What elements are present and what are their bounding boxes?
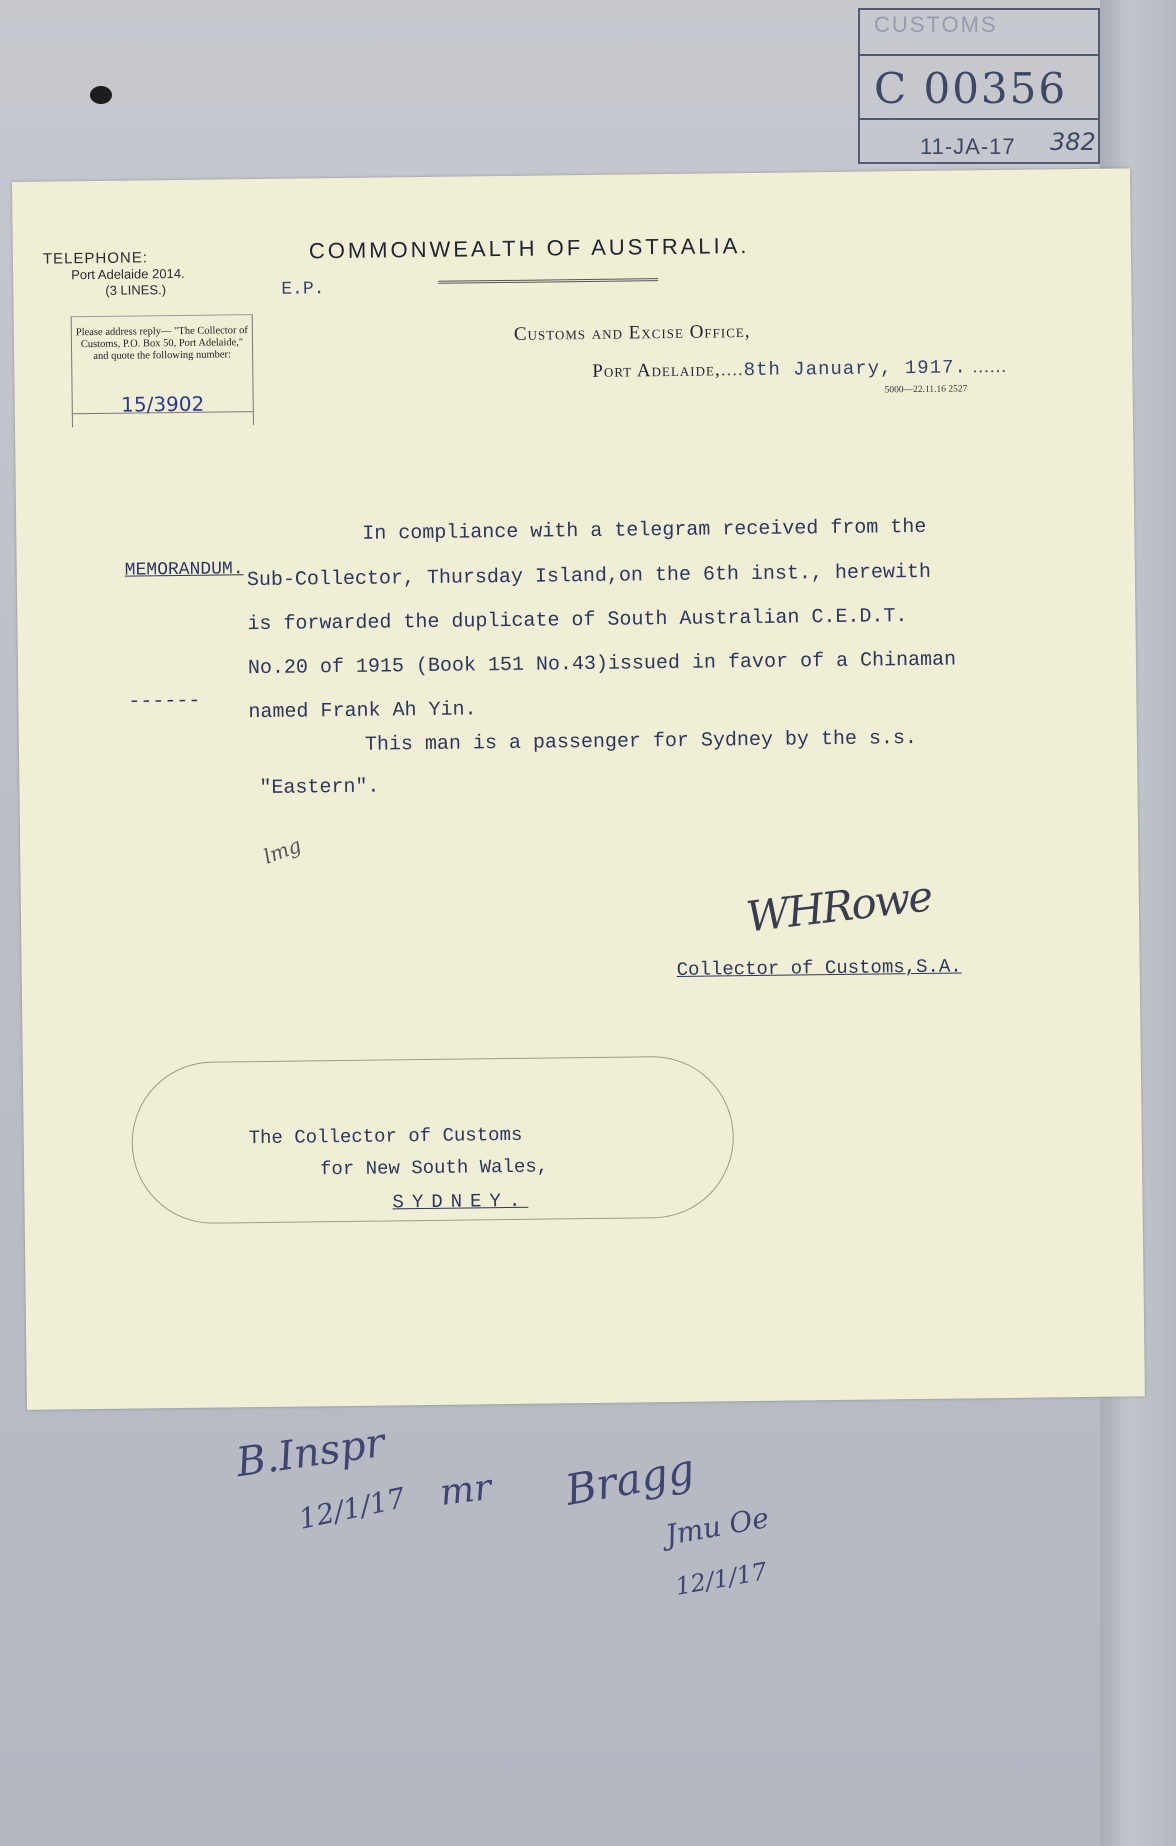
print-code: 5000—22.11.16 2527	[884, 384, 968, 396]
address-city: SYDNEY.	[392, 1189, 529, 1214]
reply-instructions	[71, 314, 254, 427]
registry-stamp	[858, 8, 1100, 164]
memo-line: Sub-Collector, Thursday Island,on the 6th inst., herewith	[246, 560, 932, 593]
memo-label: MEMORANDUM.	[124, 559, 244, 581]
memo-line: In compliance with a telegram received from the	[362, 515, 927, 546]
telephone-lines: (3 LINES.)	[105, 282, 167, 298]
handwritten-mark: lmg	[260, 832, 305, 869]
telephone-label: TELEPHONE:	[42, 249, 149, 268]
memorandum-sheet	[12, 168, 1145, 1410]
handwritten-note: mr	[437, 1467, 494, 1514]
letter-date: 8th January, 1917.	[743, 356, 967, 382]
memo-line: named Frank Ah Yin.	[248, 698, 477, 725]
memo-line: is forwarded the duplicate of South Australian C.E.D.T.	[247, 605, 908, 637]
signatory-title: Collector of Customs,S.A.	[676, 955, 962, 981]
stamp-ref: 382	[1050, 128, 1096, 156]
initials: E.P.	[281, 279, 325, 300]
stamp-number: C 00356	[874, 64, 1068, 113]
handwritten-note: B.Inspr	[233, 1419, 388, 1487]
memo-line: No.20 of 1915 (Book 151 No.43)issued in favor of a Chinaman	[247, 648, 957, 681]
stamp-date: 11-JA-17	[920, 134, 1016, 159]
stamp-header: CUSTOMS	[874, 12, 998, 37]
address-line: The Collector of Customs	[248, 1123, 523, 1150]
handwritten-date: 12/1/17	[673, 1557, 770, 1601]
memo-line: This man is a passenger for Sydney by the s.s.	[364, 726, 918, 757]
place-date-line: Port Adelaide,....8th January, 1917. ......	[592, 355, 1008, 382]
ink-blot	[90, 86, 112, 104]
reply-number: 15/3902	[73, 397, 253, 414]
handwritten-note: Bragg	[561, 1444, 699, 1515]
place-name: Port Adelaide,	[592, 359, 721, 382]
memo-line: "Eastern".	[259, 775, 380, 801]
office-name: Customs and Excise Office,	[513, 320, 751, 345]
page-title: COMMONWEALTH OF AUSTRALIA.	[308, 232, 750, 264]
reply-note: Please address reply— "The Collector of Customs, P.O. Box 50, Port Adelaide," and quote the following number:	[75, 325, 248, 363]
handwritten-initials: Jmu Oe	[662, 1501, 772, 1552]
telephone-number: Port Adelaide 2014.	[71, 265, 185, 283]
address-line: for New South Wales,	[319, 1155, 549, 1181]
heading-rule	[438, 278, 658, 284]
handwritten-date: 12/1/17	[295, 1481, 409, 1536]
telephone-block	[43, 250, 185, 300]
signature: WHRowe	[743, 871, 934, 942]
memo-dashes: ------	[128, 689, 201, 714]
